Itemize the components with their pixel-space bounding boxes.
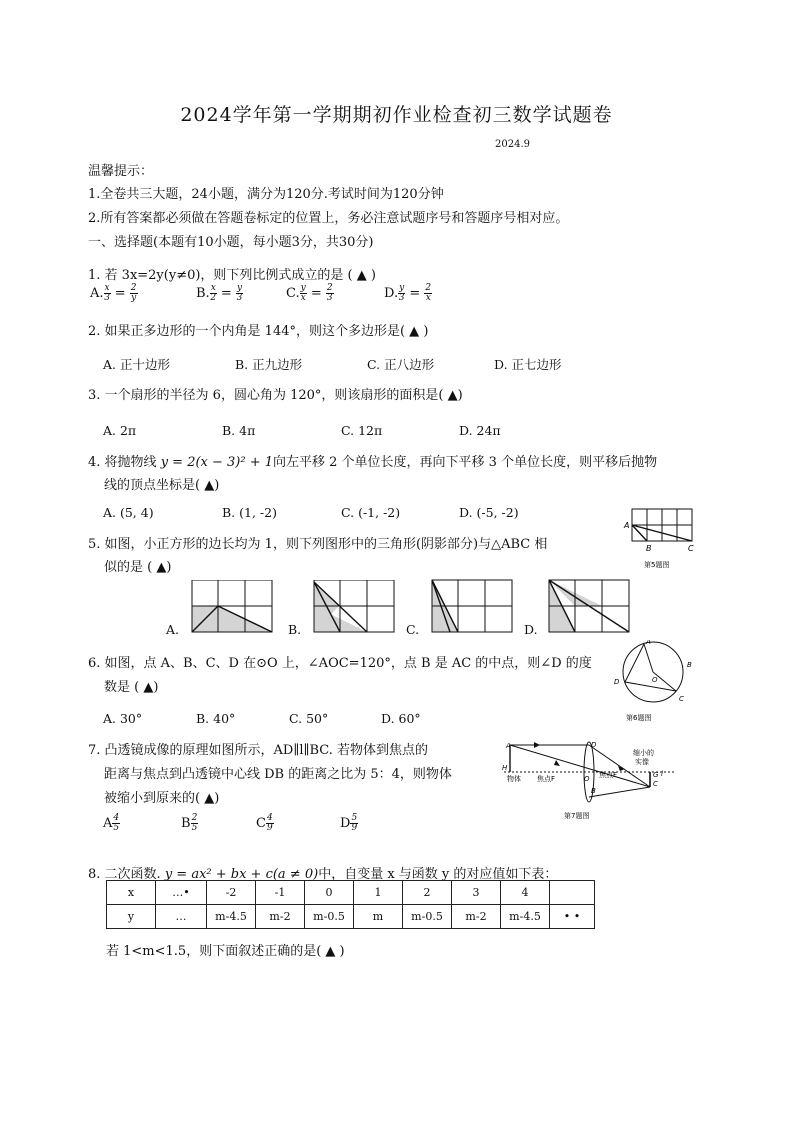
q2-option-b: B. 正九边形: [235, 357, 303, 372]
tips-item-2: 2.所有答案都必须做在答题卷标定的位置上，务必注意试题序号和答题序号相对应。: [88, 211, 569, 226]
q6-option-d: D. 60°: [381, 711, 421, 726]
q5-stem: 5. 如图，小正方形的边长均为 1，则下列图形中的三角形(阴影部分)与△ABC 相: [88, 537, 548, 552]
section-heading: 一、选择题(本题有10小题，每小题3分，共30分): [88, 235, 374, 250]
q5-option-b-figure: [312, 580, 396, 634]
q4-option-c: C. (-1, -2): [341, 505, 401, 520]
table-cell: …: [156, 905, 207, 929]
table-cell: • •: [550, 905, 595, 929]
q5-reference-figure: [622, 503, 700, 573]
q7-label-focus-left: 焦点F: [537, 775, 556, 783]
q5-label-c: C: [688, 544, 694, 553]
q7-caption: 第7题图: [564, 812, 590, 820]
q8-value-table: [106, 880, 595, 929]
q6-option-a: A. 30°: [103, 711, 143, 726]
q5-option-c-figure: [430, 578, 514, 634]
q4-option-b: B. (1, -2): [222, 505, 277, 520]
q5-label-a: A: [624, 521, 630, 530]
q1-option-d: D. $\frac{y}{3}$ = $\frac{2}{x}$: [384, 283, 432, 303]
table-cell: -1: [256, 881, 305, 905]
q3-option-c: C. 12π: [341, 423, 383, 438]
q7-label-l: l: [661, 770, 663, 778]
table-cell: x: [107, 881, 156, 905]
q1-option-a: A. $\frac{x}{3}$ = $\frac{2}{y}$: [90, 283, 137, 303]
table-row: [107, 881, 595, 905]
table-cell: m-0.5: [305, 905, 354, 929]
q5-option-d: D.: [524, 622, 538, 637]
q5-option-b: B.: [288, 622, 302, 637]
table-cell: 3: [452, 881, 501, 905]
q4-formula: y = 2(x − 3)² + 1: [160, 455, 274, 470]
q6-label-c: C: [679, 695, 684, 703]
q7-label-g: G: [653, 771, 659, 779]
q6-caption: 第6题图: [626, 714, 652, 722]
q7-label-object: 物体: [507, 775, 521, 783]
q5-caption: 第5题图: [644, 561, 670, 569]
q7-stem-line2: 距离与焦点到凸透镜中心线 DB 的距离之比为 5：4，则物体: [104, 767, 452, 782]
q1-option-b: B. $\frac{x}{2}$ = $\frac{y}{3}$: [196, 283, 243, 303]
q7-label-o: O: [584, 775, 590, 783]
q6-circle-figure: [608, 640, 698, 726]
table-cell: 2: [403, 881, 452, 905]
q7-label-a: A: [506, 742, 511, 750]
q7-option-d: D $\frac{5}{9}$: [340, 813, 358, 833]
table-row: [107, 905, 595, 929]
q5-option-d-figure: [547, 578, 631, 634]
table-cell: m-4.5: [501, 905, 550, 929]
q6-stem: 6. 如图，点 A、B、C、D 在⊙O 上，∠AOC=120°，点 B 是 AC 的中点，则∠D 的度: [88, 656, 592, 671]
table-cell: m-2: [256, 905, 305, 929]
q7-label-reduced: 缩小的: [633, 749, 654, 757]
table-cell: 1: [354, 881, 403, 905]
q2-option-d: D. 正七边形: [494, 357, 562, 372]
q3-stem: 3. 一个扇形的半径为 6，圆心角为 120°，则该扇形的面积是( ▲): [88, 388, 463, 403]
table-cell: …•: [156, 881, 207, 905]
q5-option-a-figure: [190, 580, 274, 634]
q2-stem: 2. 如果正多边形的一个内角是 144°，则这个多边形是( ▲ ): [88, 324, 429, 339]
q4-stem-line2: 线的顶点坐标是( ▲): [104, 478, 220, 493]
q7-label-h: H: [502, 764, 508, 772]
q7-label-b: B: [591, 787, 596, 795]
q5-label-b: B: [646, 544, 652, 553]
q7-option-a: A $\frac{4}{5}$: [103, 813, 120, 833]
exam-date: 2024.9: [495, 139, 530, 150]
q4-option-a: A. (5, 4): [103, 505, 154, 520]
q6-label-o: O: [652, 676, 658, 684]
q1-option-c: C. $\frac{y}{x}$ = $\frac{2}{3}$: [286, 283, 333, 303]
q3-option-a: A. 2π: [103, 423, 137, 438]
table-cell: y: [107, 905, 156, 929]
q6-label-b: B: [687, 661, 692, 669]
q6-label-d: D: [614, 678, 620, 686]
q3-option-d: D. 24π: [459, 423, 501, 438]
q8-formula: y = ax² + bx + c(a ≠ 0): [164, 867, 319, 882]
tips-heading: 温馨提示：: [88, 164, 154, 179]
q7-stem: 7. 凸透镜成像的原理如图所示，AD∥l∥BC. 若物体到焦点的: [88, 743, 429, 758]
page-title: 2024学年第一学期期初作业检查初三数学试题卷: [180, 104, 613, 126]
q7-stem-line3: 被缩小到原来的( ▲): [104, 791, 220, 806]
tips-item-1: 1.全卷共三大题，24小题，满分为120分.考试时间为120分钟: [88, 187, 444, 202]
table-cell: m-2: [452, 905, 501, 929]
table-cell: m-0.5: [403, 905, 452, 929]
q7-option-c: C $\frac{4}{9}$: [256, 813, 273, 833]
table-cell: 4: [501, 881, 550, 905]
q3-option-b: B. 4π: [222, 423, 256, 438]
table-cell: [550, 881, 595, 905]
q4-option-d: D. (-5, -2): [459, 505, 519, 520]
table-cell: 0: [305, 881, 354, 905]
q6-option-c: C. 50°: [289, 711, 329, 726]
q8-stem: 8. 二次函数. y = ax² + bx + c(a ≠ 0)中，自变量 x 与函数 y 的对应值如下表：: [88, 867, 558, 882]
q6-stem-line2: 数是 ( ▲): [104, 680, 159, 695]
q7-lens-figure: [500, 735, 680, 825]
q6-option-b: B. 40°: [196, 711, 236, 726]
q7-label-real-image: 实像: [635, 758, 649, 766]
q5-option-a: A.: [166, 622, 180, 637]
q2-option-a: A. 正十边形: [103, 357, 170, 372]
q8-condition: 若 1<m<1.5，则下面叙述正确的是( ▲ ): [106, 944, 345, 959]
q2-option-c: C. 正八边形: [367, 357, 435, 372]
q7-label-c: C: [653, 780, 658, 788]
q7-label-focus-right: 焦点F: [599, 771, 618, 779]
q4-stem: 4. 将抛物线 y = 2(x − 3)² + 1向左平移 2 个单位长度，再向下平移 3 个单位长度，则平移后抛物: [88, 455, 658, 470]
q5-stem-line2: 似的是 ( ▲): [104, 560, 172, 575]
q7-option-b: B $\frac{2}{5}$: [181, 813, 198, 833]
q7-label-d: D: [591, 741, 597, 749]
table-cell: m: [354, 905, 403, 929]
q5-option-c: C.: [406, 622, 420, 637]
table-cell: m-4.5: [207, 905, 256, 929]
q1-stem: 1. 若 3x=2y(y≠0)，则下列比例式成立的是 ( ▲ ): [88, 268, 376, 283]
table-cell: -2: [207, 881, 256, 905]
q6-label-a: A: [646, 640, 651, 646]
